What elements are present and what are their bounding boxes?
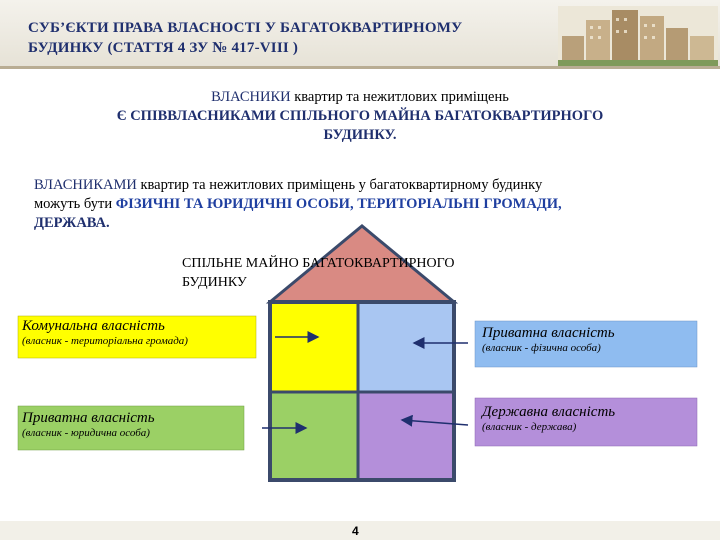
paragraph2-text2: можуть бути	[34, 196, 116, 212]
title-line-2: БУДИНКУ (СТАТТЯ 4 ЗУ № 417-VIII )	[28, 40, 299, 56]
house-title	[182, 254, 582, 292]
owners-word-2: ВЛАСНИКАМИ	[34, 177, 137, 193]
state-title: Державна власність	[482, 404, 616, 420]
room-green	[272, 393, 357, 478]
room-lilac	[359, 393, 452, 478]
paragraph2-highlight: ФІЗИЧНІ ТА ЮРИДИЧНІ ОСОБИ, ТЕРИТОРІАЛЬНІ ГРОМАДИ,	[115, 196, 562, 212]
private-physical-label	[482, 325, 696, 354]
communal-title: Комунальна власність	[22, 318, 165, 334]
paragraph1-line3: БУДИНКУ.	[323, 127, 397, 143]
paragraph2-line3: ДЕРЖАВА.	[34, 215, 110, 231]
private-physical-title: Приватна власність	[482, 325, 615, 341]
private-legal-label	[22, 410, 242, 439]
house-title-line-2: БУДИНКУ	[182, 275, 247, 290]
paragraph2-text1: квартир та нежитлових приміщень у багатоквартирному будинку	[136, 177, 543, 193]
private-legal-title: Приватна власність	[22, 410, 155, 426]
owners-word: ВЛАСНИКИ	[211, 89, 291, 105]
page-number: 4	[352, 524, 359, 538]
private-legal-subtitle: (власник - юридична особа)	[22, 427, 150, 439]
title-line-1: СУБ’ЄКТИ ПРАВА ВЛАСНОСТІ У БАГАТОКВАРТИРНОМУ	[28, 20, 463, 36]
footer-bar	[0, 521, 720, 540]
paragraph1-rest: квартир та нежитлових приміщень	[290, 89, 509, 105]
room-blue	[359, 304, 452, 391]
room-yellow	[272, 304, 357, 391]
state-label	[482, 404, 696, 433]
communal-label	[22, 318, 256, 347]
paragraph1-line2: Є СПІВВЛАСНИКАМИ СПІЛЬНОГО МАЙНА БАГАТОКВАРТИРНОГО	[116, 108, 604, 124]
private-physical-subtitle: (власник - фізична особа)	[482, 342, 601, 354]
communal-subtitle: (власник - територіальна громада)	[22, 335, 188, 347]
house-title-line-1: СПІЛЬНЕ МАЙНО БАГАТОКВАРТИРНОГО	[182, 256, 455, 271]
state-subtitle: (власник - держава)	[482, 421, 577, 433]
